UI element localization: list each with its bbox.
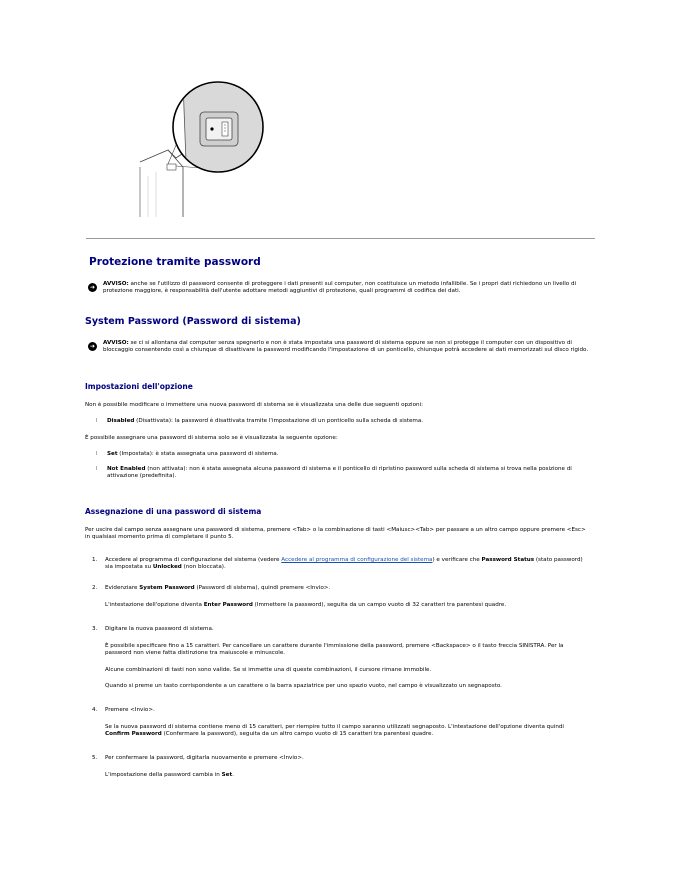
- step-text: (non bloccata).: [183, 564, 226, 570]
- step-text: (stato password) sia impostata su: [105, 557, 583, 570]
- step-4-detail: [105, 724, 590, 738]
- step-text: ) e verificare che: [432, 557, 482, 563]
- notice-label: AVVISO:: [103, 340, 129, 346]
- notice-icon: ➜: [89, 343, 96, 350]
- step-text: Per confermare la password, digitarla nuovamente e premere <Invio>.: [105, 755, 304, 761]
- step-3-detail-2: Alcune combinazioni di tasti non sono valide. Se si immette una di queste combinazioni, il cursore rimane immobile.: [105, 667, 432, 673]
- heading-password-protection: Protezione tramite password: [89, 256, 261, 268]
- step-text: (Password di sistema), quindi premere <Invio>.: [196, 585, 331, 591]
- term-set: Set: [107, 451, 118, 457]
- bullet-marker: l: [96, 451, 98, 457]
- step-text: Premere <Invio>.: [105, 707, 155, 713]
- notice-label: AVVISO:: [103, 281, 129, 287]
- step-2-detail: [105, 602, 590, 609]
- step-text: .: [232, 772, 234, 778]
- section-divider: [86, 238, 595, 239]
- term-set: Set: [221, 772, 233, 778]
- step-text: Accedere al programma di configurazione del sistema (vedere: [105, 557, 282, 563]
- term-password-status: Password Status: [481, 557, 535, 563]
- definition-disabled: (Disattivata): la password è disattivata tramite l'impostazione di un ponticello sulla scheda di sistema.: [136, 418, 424, 424]
- step-3-detail-1: È possibile specificare fino a 15 caratteri. Per cancellare un carattere durante l'immissione della password, premere <Backspace> o il tasto freccia SINISTRA. Per la password non viene fatta distinzione tra maiuscole e minuscole.: [105, 643, 564, 656]
- step-number: 2.: [92, 585, 98, 591]
- heading-system-password: System Password (Password di sistema): [85, 316, 301, 327]
- bullet-marker: l: [96, 466, 98, 472]
- notice-text: anche se l'utilizzo di password consente di proteggere i dati presenti sul computer, non costituisce un metodo infallibile. Se i propri dati richiedono un livello di protezione maggiore, è responsabilità dell'utente adottare metodi aggiuntivi di protezione, quali programmi di codifica dei dati.: [103, 281, 577, 294]
- step-5-detail: [105, 772, 590, 779]
- step-number: 5.: [92, 755, 98, 761]
- step-number: 3.: [92, 626, 98, 632]
- heading-assign-password: Assegnazione di una password di sistema: [85, 507, 262, 516]
- definition-set: (Impostata): è stata assegnata una password di sistema.: [119, 451, 279, 457]
- definition-not-enabled: (non attivata): non è stata assegnata alcuna password di sistema e il ponticello di ripristino password sulla scheda di sistema si trova nella posizione di attivazione (predefinita).: [107, 466, 572, 479]
- step-text: (Immettere la password), seguita da un campo vuoto di 32 caratteri tra parentesi quadre.: [254, 602, 507, 608]
- paragraph-assign-intro: Per uscire dal campo senza assegnare una password di sistema, premere <Tab> o la combinazione di tasti <Maiusc><Tab> per passare a un altro campo oppure premere <Esc> in qualsiasi momento prima di completare il punto 5.: [85, 527, 586, 540]
- step-text: L'impostazione della password cambia in: [105, 772, 220, 778]
- term-enter-password: Enter Password: [203, 602, 253, 608]
- step-3-detail-3: Quando si preme un tasto corrispondente a un carattere o la barra spaziatrice per uno spazio vuoto, nel campo è visualizzato un segnaposto.: [105, 683, 502, 689]
- notice-icon: ➜: [89, 284, 96, 291]
- paragraph-assign-only: È possibile assegnare una password di sistema solo se è visualizzata la seguente opzione:: [85, 435, 338, 441]
- step-text: (Confermare la password), seguita da un altro campo vuoto di 15 caratteri tra parentesi quadre.: [163, 731, 434, 737]
- step-number: 4.: [92, 707, 98, 713]
- notice-text: se ci si allontana dal computer senza spegnerlo e non è stata impostata una password di sistema oppure se non si protegge il computer con un dispositivo di bloccaggio consentendo così a chiunque di disattivare la password modificando l'impostazione di un ponticello, chiunque potrà accedere ai dati memorizzati sul disco rigido.: [103, 340, 589, 353]
- term-system-password: System Password: [139, 585, 195, 591]
- heading-option-settings: Impostazioni dell'opzione: [85, 382, 193, 391]
- step-text: Digitare la nuova password di sistema.: [105, 626, 214, 632]
- link-enter-setup[interactable]: Accedere al programma di configurazione del sistema: [281, 557, 433, 563]
- step-number: 1.: [92, 557, 98, 563]
- computer-rear-illustration: [138, 72, 273, 222]
- step-text: Se la nuova password di sistema contiene meno di 15 caratteri, per riempire tutto il campo saranno utilizzati segnaposto. L'intestazione dell'opzione diventa quindi: [105, 724, 564, 730]
- bullet-marker: l: [96, 418, 98, 424]
- term-unlocked: Unlocked: [152, 564, 182, 570]
- term-not-enabled: Not Enabled: [107, 466, 146, 472]
- step-text: L'intestazione dell'opzione diventa: [105, 602, 202, 608]
- term-disabled: Disabled: [107, 418, 135, 424]
- step-text: Evidenziare: [105, 585, 138, 591]
- paragraph-option-intro: Non è possibile modificare o immettere una nuova password di sistema se è visualizzata una delle due seguenti opzioni:: [85, 402, 423, 408]
- term-confirm-password: Confirm Password: [105, 731, 162, 737]
